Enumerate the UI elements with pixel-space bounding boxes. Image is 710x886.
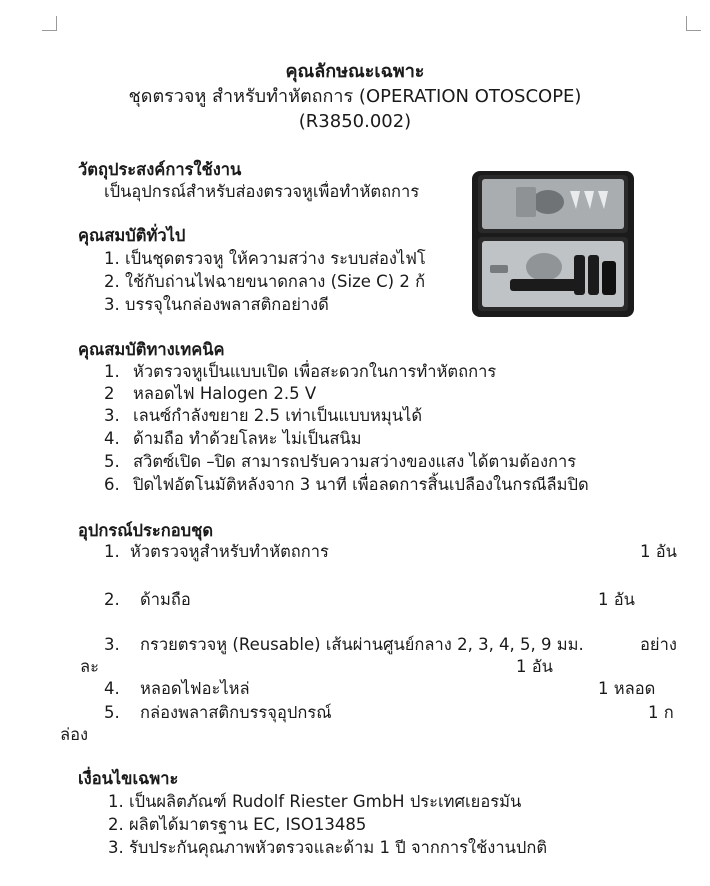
technical-item-number: 4.: [104, 429, 120, 448]
technical-item-number: 1.: [104, 362, 120, 381]
general-item-3: 3. บรรจุในกล่องพลาสติกอย่างดี: [104, 295, 329, 314]
document-title: คุณลักษณะเฉพาะ: [285, 61, 425, 82]
accessory-item-text: หลอดไฟอะไหล่: [140, 679, 250, 698]
technical-item-number: 5.: [104, 452, 120, 471]
accessory-item-text: หัวตรวจหูสำหรับทำหัตถการ: [130, 542, 329, 561]
accessories-heading: อุปกรณ์ประกอบชุด: [78, 521, 214, 540]
accessory-item-quantity: 1 อัน: [640, 542, 677, 561]
accessory-item-text-tail: อย่าง: [640, 635, 677, 654]
technical-heading: คุณสมบัติทางเทคนิค: [78, 340, 225, 359]
general-item-1: 1. เป็นชุดตรวจหู ให้ความสว่าง ระบบส่องไฟโ: [104, 249, 426, 268]
technical-item-text: ปิดไฟอัตโนมัติหลังจาก 3 นาที เพื่อลดการสิ้นเปลืองในกรณีลืมปิด: [133, 475, 589, 494]
document-code: (R3850.002): [298, 111, 412, 132]
page-corner-mark-right: [686, 16, 701, 31]
accessory-item-text: กรวยตรวจหู (Reusable) เส้นผ่านศูนย์กลาง 2, 3, 4, 5, 9 มม.: [140, 635, 584, 654]
purpose-heading: วัตถุประสงค์การใช้งาน: [78, 160, 242, 179]
accessory-item-number: 5.: [104, 703, 120, 722]
technical-item-number: 6.: [104, 475, 120, 494]
accessory-item-quantity: 1 อัน: [598, 590, 635, 609]
technical-item-text: หลอดไฟ Halogen 2.5 V: [133, 384, 317, 403]
accessory-item-text-wrap: ละ: [80, 657, 99, 676]
accessory-item-number: 2.: [104, 590, 120, 609]
accessory-item-number: 1.: [104, 542, 120, 561]
condition-item-1: 1. เป็นผลิตภัณฑ์ Rudolf Riester GmbH ประเทศเยอรมัน: [108, 792, 522, 811]
technical-item-text: ด้ามถือ ทำด้วยโลหะ ไม่เป็นสนิม: [133, 429, 362, 448]
accessory-item-quantity: 1 หลอด: [598, 679, 656, 698]
purpose-text: เป็นอุปกรณ์สำหรับส่องตรวจหูเพื่อทำหัตถการ: [104, 182, 420, 201]
page-corner-mark-left: [42, 16, 57, 31]
accessory-item-text: ด้ามถือ: [140, 590, 191, 609]
accessory-item-quantity: 1 ก: [648, 703, 674, 722]
document-subtitle: ชุดตรวจหู สำหรับทำหัตถการ (OPERATION OTOSCOPE): [128, 86, 582, 107]
technical-item-text: สวิตซ์เปิด –ปิด สามารถปรับความสว่างของแสง ได้ตามต้องการ: [133, 452, 577, 471]
conditions-heading: เงื่อนไขเฉพาะ: [78, 769, 179, 788]
accessory-item-number: 3.: [104, 635, 120, 654]
condition-item-2: 2. ผลิตได้มาตรฐาน EC, ISO13485: [108, 815, 367, 834]
accessory-item-number: 4.: [104, 679, 120, 698]
technical-item-number: 3.: [104, 406, 120, 425]
accessory-item-text: กล่องพลาสติกบรรจุอุปกรณ์: [140, 703, 332, 722]
general-item-2: 2. ใช้กับถ่านไฟฉายขนาดกลาง (Size C) 2 ก้: [104, 272, 426, 291]
accessory-item-quantity-wrap: ล่อง: [60, 725, 89, 744]
technical-item-text: เลนซ์กำลังขยาย 2.5 เท่าเป็นแบบหมุนได้: [133, 406, 423, 425]
accessory-item-quantity: 1 อัน: [516, 657, 553, 676]
technical-item-number: 2: [104, 384, 115, 403]
general-heading: คุณสมบัติทั่วไป: [78, 226, 186, 245]
condition-item-3: 3. รับประกันคุณภาพหัวตรวจและด้าม 1 ปี จากการใช้งานปกติ: [108, 838, 548, 857]
otoscope-case-photo: [470, 169, 636, 319]
technical-item-text: หัวตรวจหูเป็นแบบเปิด เพื่อสะดวกในการทำหัตถการ: [133, 362, 497, 381]
